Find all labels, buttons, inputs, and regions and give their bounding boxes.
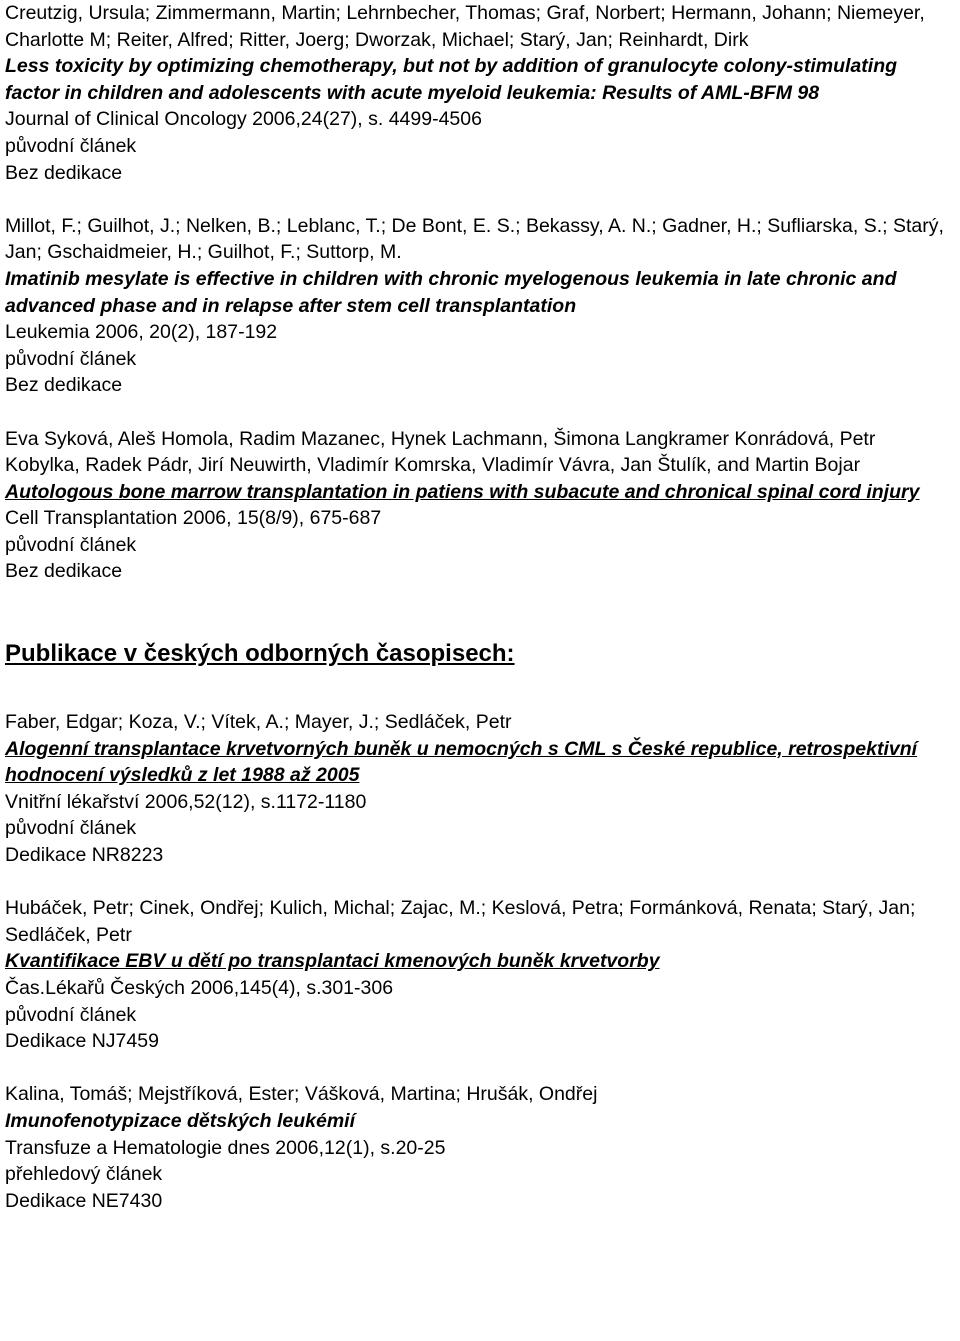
entry-type: původní článek	[5, 533, 137, 556]
publication-entry	[5, 709, 955, 869]
entry-title: Autologous bone marrow transplantation in patiens with subacute and chronical spinal cord injury	[5, 480, 920, 503]
entry-title: Less toxicity by optimizing chemotherapy, but not by addition of granulocyte colony-stimulating factor in children and adolescents with acute myeloid leukemia: Results of AML-BFM 98	[5, 55, 898, 104]
publication-entry	[5, 213, 955, 399]
entry-source: Čas.Lékařů Českých 2006,145(4), s.301-306	[5, 977, 394, 999]
entry-title: Imatinib mesylate is effective in children with chronic myelogenous leukemia in late chronic and advanced phase and in relapse after stem cell transplantation	[5, 267, 897, 317]
entry-title: Alogenní transplantace krvetvorných buněk u nemocných s CML s České republice, retrospektivní hodnocení výsledků z let 1988 až 2005	[5, 737, 918, 787]
entry-type: přehledový článek	[5, 1163, 163, 1186]
entry-type: původní článek	[5, 1003, 137, 1026]
entry-authors: Creutzig, Ursula; Zimmermann, Martin; Lehrnbecher, Thomas; Graf, Norbert; Hermann, Johann; Niemeyer, Charlotte M; Reiter, Alfred; Ritter, Joerg; Dworzak, Michael; Starý, Jan; Reinhardt, Dirk	[5, 2, 925, 51]
entry-source: Journal of Clinical Oncology 2006,24(27), s. 4499-4506	[5, 108, 482, 131]
publication-entry	[5, 1081, 955, 1214]
publication-entry	[5, 0, 955, 186]
entry-title: Kvantifikace EBV u dětí po transplantaci kmenových buněk krvetvorby	[5, 950, 660, 973]
entry-title: Imunofenotypizace dětských leukémií	[5, 1109, 356, 1132]
entry-dedication: Dedikace NJ7459	[5, 1030, 159, 1053]
entry-authors: Faber, Edgar; Koza, V.; Vítek, A.; Mayer, J.; Sedláček, Petr	[5, 711, 512, 734]
entry-dedication: Bez dedikace	[5, 374, 123, 397]
entry-authors: Kalina, Tomáš; Mejstříková, Ester; Vášková, Martina; Hrušák, Ondřej	[5, 1083, 598, 1106]
entry-type: původní článek	[5, 347, 137, 370]
entry-dedication: Dedikace NE7430	[5, 1189, 163, 1212]
entry-source: Cell Transplantation 2006, 15(8/9), 675-687	[5, 507, 382, 530]
entry-dedication: Bez dedikace	[5, 560, 123, 583]
entry-authors: Eva Syková, Aleš Homola, Radim Mazanec, Hynek Lachmann, Šimona Langkramer Konrádová, Petr Kobylka, Radek Pádr, Jirí Neuwirth, Vladimír Komrska, Vladimír Vávra, Jan Štulík, and Martin Bojar	[5, 427, 876, 477]
entry-source: Transfuze a Hematologie dnes 2006,12(1), s.20-25	[5, 1136, 446, 1159]
publication-entry	[5, 895, 955, 1055]
entry-authors: Hubáček, Petr; Cinek, Ondřej; Kulich, Michal; Zajac, M.; Keslová, Petra; Formánková, Renata; Starý, Jan; Sedláček, Petr	[5, 897, 916, 946]
publication-entry	[5, 426, 955, 586]
entry-type: původní článek	[5, 817, 137, 840]
entry-authors: Millot, F.; Guilhot, J.; Nelken, B.; Leblanc, T.; De Bont, E. S.; Bekassy, A. N.; Gadner, H.; Sufliarska, S.; Starý, Jan; Gschaidmeier, H.; Guilhot, F.; Suttorp, M.	[5, 214, 944, 264]
publication-list	[5, 0, 955, 1214]
entry-dedication: Dedikace NR8223	[5, 844, 164, 867]
entry-type: původní článek	[5, 134, 137, 157]
entry-dedication: Bez dedikace	[5, 161, 123, 184]
section-heading: Publikace v českých odborných časopisech:	[5, 640, 515, 668]
entry-source: Vnitřní lékařství 2006,52(12), s.1172-1180	[5, 790, 367, 813]
entry-source: Leukemia 2006, 20(2), 187-192	[5, 321, 278, 344]
